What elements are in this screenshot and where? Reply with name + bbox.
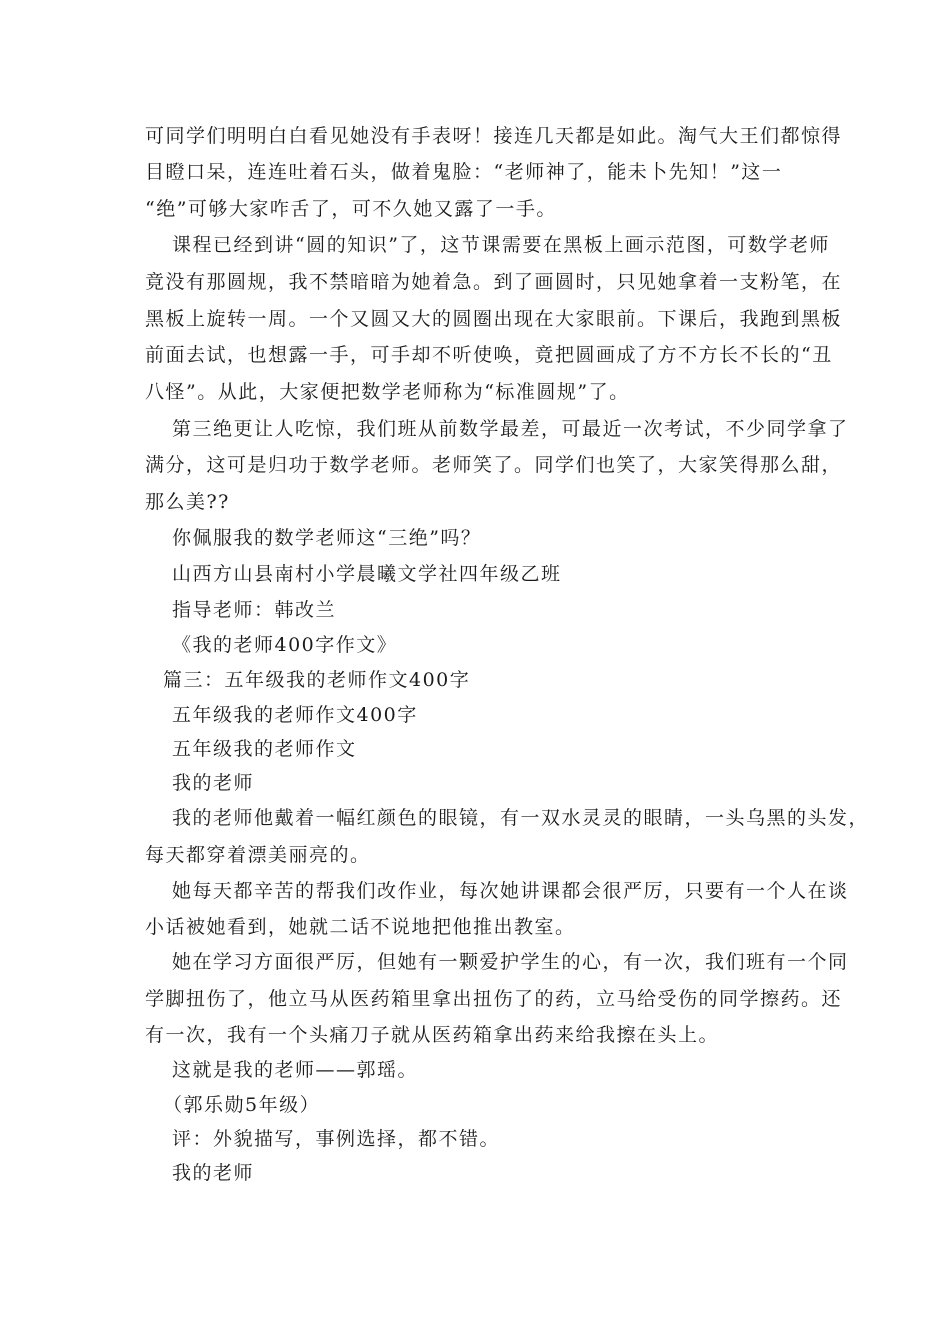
text-line-21: 每天都穿着漂美丽亮的。 bbox=[145, 844, 371, 866]
text-line-9: 第三绝更让人吃惊，我们班从前数学最差，可最近一次考试，不少同学拿了 bbox=[172, 418, 849, 440]
text-line-25: 学脚扭伤了，他立马从医药箱里拿出扭伤了的药，立马给受伤的同学擦药。还 bbox=[145, 988, 843, 1010]
text-line-22: 她每天都辛苦的帮我们改作业，每次她讲课都会很严厉，只要有一个人在谈 bbox=[172, 880, 849, 902]
text-line-8: 八怪”。从此，大家便把数学老师称为“标准圆规”了。 bbox=[145, 381, 630, 403]
text-line-11: 那么美?? bbox=[145, 491, 230, 513]
text-line-28: （郭乐勋5年级） bbox=[163, 1094, 321, 1116]
text-line-6: 黑板上旋转一周。一个又圆又大的圆圈出现在大家眼前。下课后，我跑到黑板 bbox=[145, 308, 843, 330]
text-line-15: 《我的老师400字作文》 bbox=[172, 634, 398, 656]
text-line-7: 前面去试，也想露一手，可手却不听使唤，竟把圆画成了方不方长不长的“丑 bbox=[145, 344, 833, 366]
text-line-17: 五年级我的老师作文400字 bbox=[172, 704, 418, 726]
text-line-30: 我的老师 bbox=[172, 1162, 255, 1184]
text-line-14: 指导老师：韩改兰 bbox=[172, 599, 337, 621]
text-line-12: 你佩服我的数学老师这“三绝”吗？ bbox=[172, 527, 482, 549]
text-line-13: 山西方山县南村小学晨曦文学社四年级乙班 bbox=[172, 563, 562, 585]
text-line-1: 可同学们明明白白看见她没有手表呀！接连几天都是如此。淘气大王们都惊得 bbox=[145, 125, 843, 147]
text-line-27: 这就是我的老师——郭瑶。 bbox=[172, 1059, 419, 1081]
text-line-20: 我的老师他戴着一幅红颜色的眼镜，有一双水灵灵的眼睛，一头乌黑的头发， bbox=[172, 807, 870, 829]
text-line-5: 竟没有那圆规，我不禁暗暗为她着急。到了画圆时，只见她拿着一支粉笔，在 bbox=[145, 271, 843, 293]
text-line-2: 目瞪口呆，连连吐着石头，做着鬼脸：“老师神了，能未卜先知！”这一 bbox=[145, 161, 783, 183]
text-line-24: 她在学习方面很严厉，但她有一颗爱护学生的心，有一次，我们班有一个同 bbox=[172, 951, 849, 973]
text-line-23: 小话被她看到，她就二话不说地把他推出教室。 bbox=[145, 916, 576, 938]
text-line-29: 评：外貌描写，事例选择，都不错。 bbox=[172, 1128, 501, 1150]
text-line-3: “绝”可够大家咋舌了，可不久她又露了一手。 bbox=[145, 198, 557, 220]
text-line-10: 满分，这可是归功于数学老师。老师笑了。同学们也笑了，大家笑得那么甜， bbox=[145, 454, 843, 476]
text-line-26: 有一次，我有一个头痛刀子就从医药箱拿出药来给我擦在头上。 bbox=[145, 1024, 720, 1046]
text-line-18: 五年级我的老师作文 bbox=[172, 738, 357, 760]
text-line-19: 我的老师 bbox=[172, 772, 255, 794]
text-line-4: 课程已经到讲“圆的知识”了，这节课需要在黑板上画示范图，可数学老师 bbox=[172, 234, 830, 256]
text-line-16: 篇三：五年级我的老师作文400字 bbox=[163, 669, 471, 691]
